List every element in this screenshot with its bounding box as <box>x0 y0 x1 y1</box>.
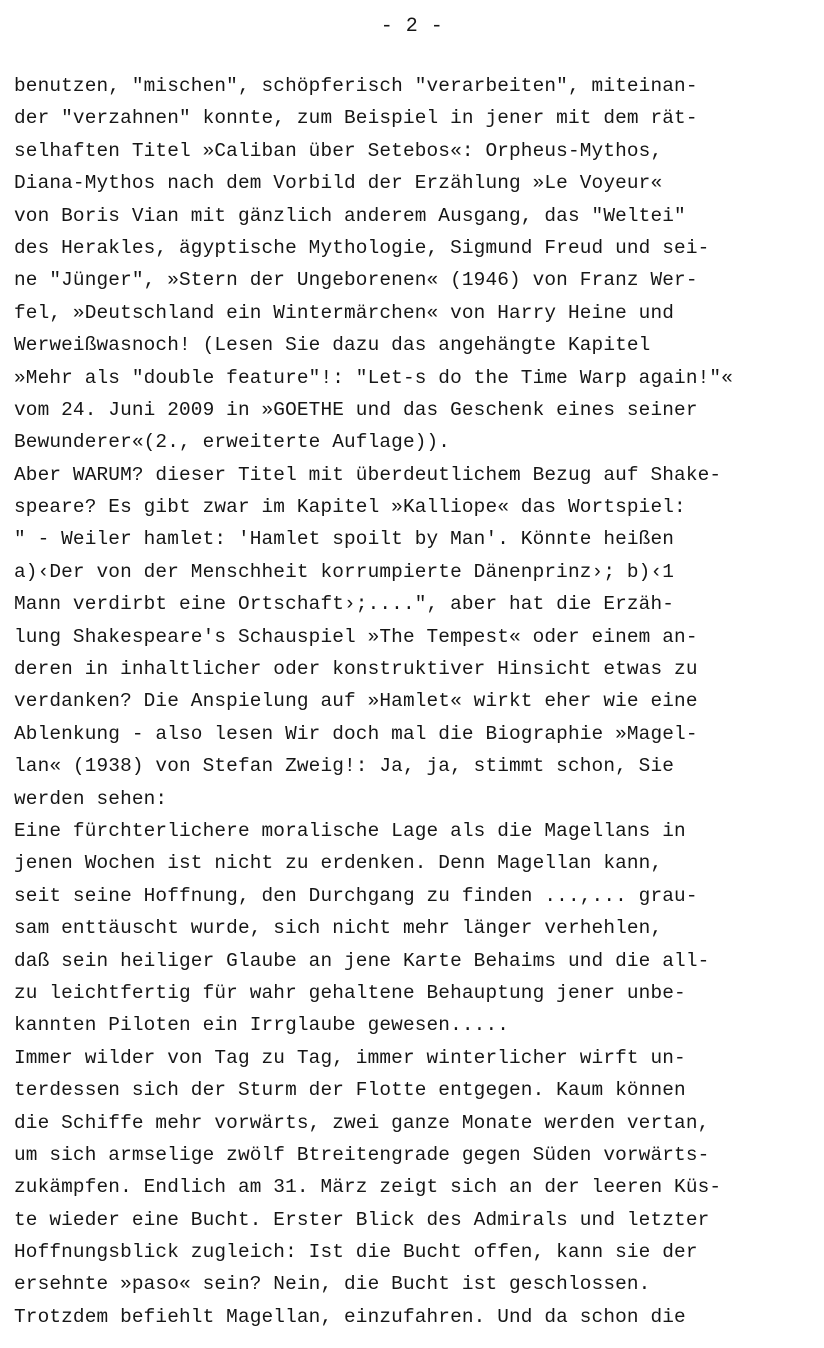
text-line: Ablenkung - also lesen Wir doch mal die Biographie »Magel- <box>14 722 698 745</box>
text-line: »Mehr als "double feature"!: "Let-s do the Time Warp again!"« <box>14 366 733 389</box>
text-line: ne "Jünger", »Stern der Ungeborenen« (1946) von Franz Wer- <box>14 269 698 292</box>
text-line: zukämpfen. Endlich am 31. März zeigt sich an der leeren Küs- <box>14 1176 722 1199</box>
text-line: fel, »Deutschland ein Wintermärchen« von Harry Heine und <box>14 301 675 324</box>
text-line: verdanken? Die Anspielung auf »Hamlet« wirkt eher wie eine <box>14 690 698 713</box>
text-line: von Boris Vian mit gänzlich anderem Ausgang, das "Weltei" <box>14 204 686 227</box>
text-line: die Schiffe mehr vorwärts, zwei ganze Monate werden vertan, <box>14 1111 710 1134</box>
text-line: um sich armselige zwölf Btreitengrade gegen Süden vorwärts- <box>14 1143 710 1166</box>
text-line: terdessen sich der Sturm der Flotte entgegen. Kaum können <box>14 1079 686 1102</box>
page-number: - 2 - <box>380 15 444 38</box>
text-line: vom 24. Juni 2009 in »GOETHE und das Geschenk eines seiner <box>14 398 698 421</box>
text-line: Werweißwasnoch! (Lesen Sie dazu das angehängte Kapitel <box>14 334 651 357</box>
text-line: a)‹Der von der Menschheit korrumpierte Dänenprinz›; b)‹1 <box>14 560 675 583</box>
body-text <box>14 70 822 1333</box>
text-line: Eine fürchterlichere moralische Lage als die Magellans in <box>14 819 686 842</box>
text-line: Mann verdirbt eine Ortschaft›;....", aber hat die Erzäh- <box>14 593 675 616</box>
text-line: Aber WARUM? dieser Titel mit überdeutlichem Bezug auf Shake- <box>14 463 722 486</box>
text-line: sam enttäuscht wurde, sich nicht mehr länger verhehlen, <box>14 917 663 940</box>
text-line: Immer wilder von Tag zu Tag, immer winterlicher wirft un- <box>14 1046 686 1069</box>
text-line: zu leichtfertig für wahr gehaltene Behauptung jener unbe- <box>14 981 686 1004</box>
text-line: daß sein heiliger Glaube an jene Karte Behaims und die all- <box>14 949 710 972</box>
text-line: des Herakles, ägyptische Mythologie, Sigmund Freud und sei- <box>14 236 710 259</box>
text-line: " - Weiler hamlet: 'Hamlet spoilt by Man'. Könnte heißen <box>14 528 675 551</box>
text-line: Diana-Mythos nach dem Vorbild der Erzählung »Le Voyeur« <box>14 172 663 195</box>
text-line: lung Shakespeare's Schauspiel »The Tempest« oder einem an- <box>14 625 698 648</box>
text-line: lan« (1938) von Stefan Zweig!: Ja, ja, stimmt schon, Sie <box>14 755 675 778</box>
text-line: selhaften Titel »Caliban über Setebos«: Orpheus-Mythos, <box>14 139 663 162</box>
text-line: te wieder eine Bucht. Erster Blick des Admirals und letzter <box>14 1208 710 1231</box>
text-line: benutzen, "mischen", schöpferisch "verarbeiten", miteinan- <box>14 75 698 97</box>
text-line: Hoffnungsblick zugleich: Ist die Bucht offen, kann sie der <box>14 1241 698 1264</box>
text-line: der "verzahnen" konnte, zum Beispiel in jener mit dem rät- <box>14 107 698 130</box>
text-line: kannten Piloten ein Irrglaube gewesen..... <box>14 1014 510 1037</box>
text-line: deren in inhaltlicher oder konstruktiver Hinsicht etwas zu <box>14 658 698 681</box>
text-line: seit seine Hoffnung, den Durchgang zu finden ...,... grau- <box>14 884 698 907</box>
text-line: speare? Es gibt zwar im Kapitel »Kalliope« das Wortspiel: <box>14 496 686 519</box>
text-line: werden sehen: <box>14 787 168 810</box>
text-line: jenen Wochen ist nicht zu erdenken. Denn Magellan kann, <box>14 852 663 875</box>
text-line: ersehnte »paso« sein? Nein, die Bucht ist geschlossen. <box>14 1273 651 1296</box>
text-line: Trotzdem befiehlt Magellan, einzufahren. Und da schon die <box>14 1305 686 1328</box>
text-line: Bewunderer«(2., erweiterte Auflage)). <box>14 431 451 454</box>
